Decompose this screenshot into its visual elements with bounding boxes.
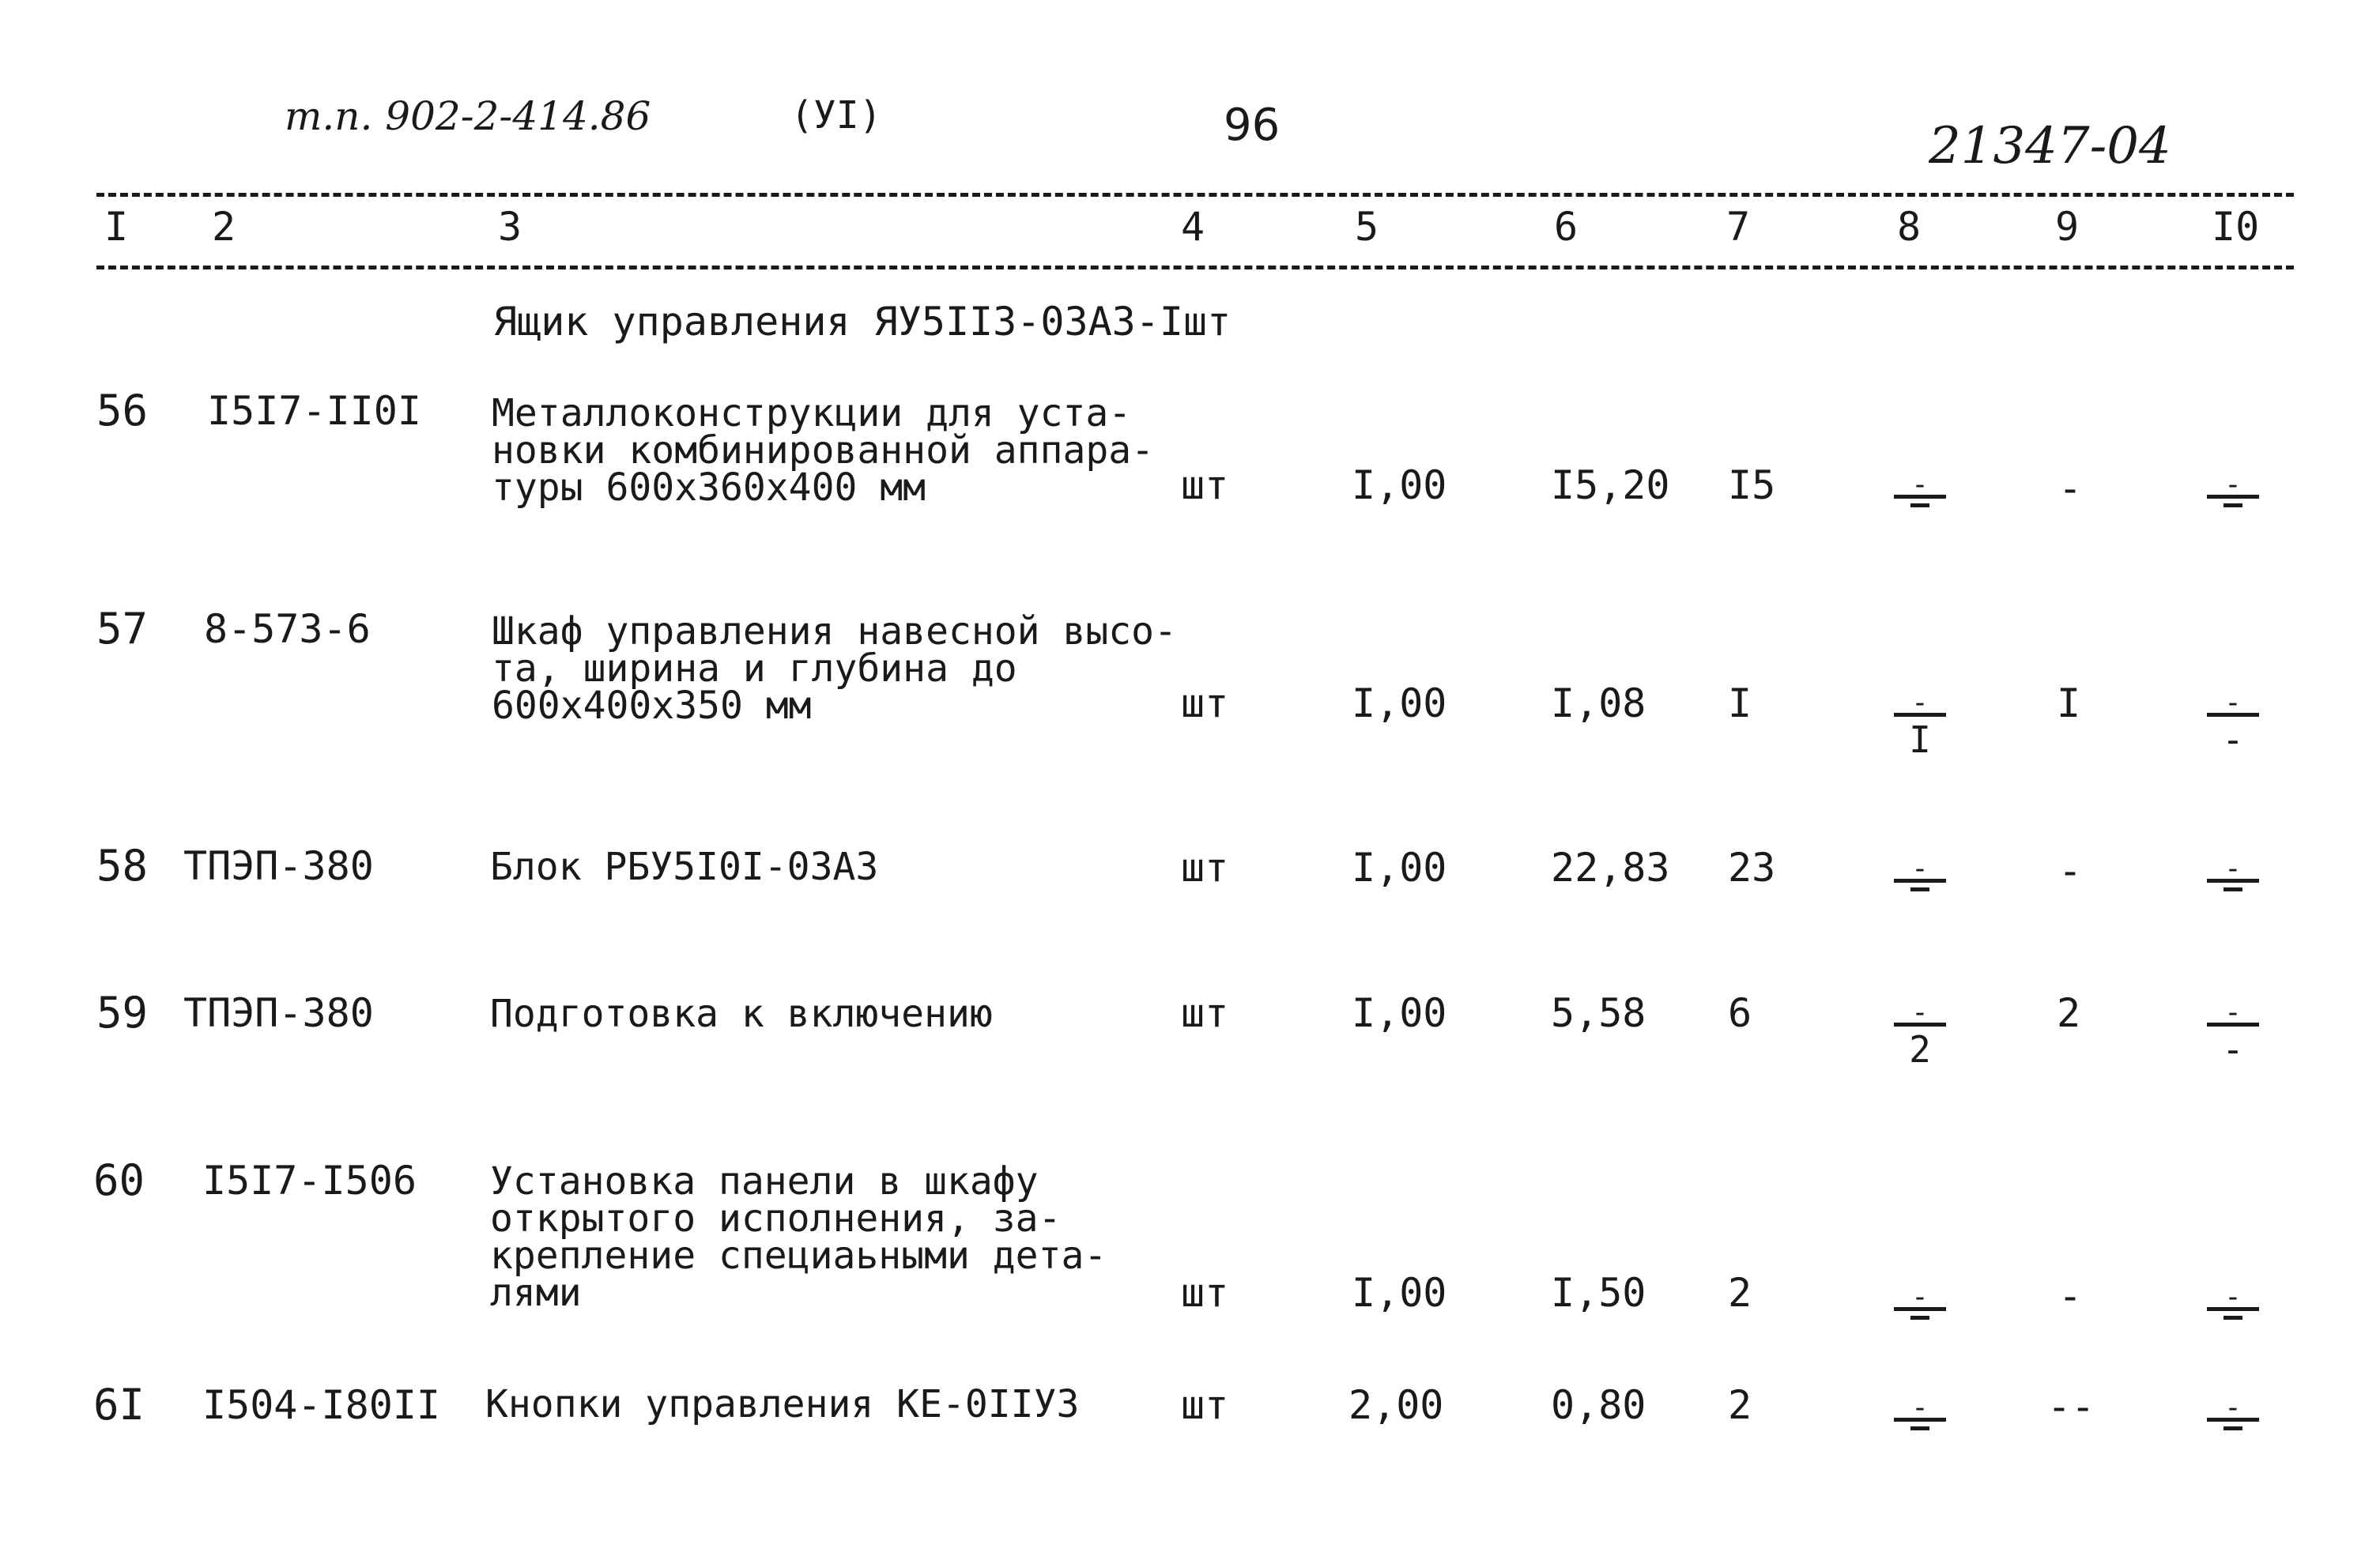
- col8-fraction: -: [1894, 865, 1946, 891]
- row-number: 59: [96, 988, 149, 1038]
- col-header-8: 8: [1897, 204, 1922, 250]
- col8-fraction: - 2: [1894, 1008, 1946, 1068]
- unit: шт: [1181, 845, 1229, 891]
- quantity: I,00: [1352, 990, 1447, 1036]
- col6-value: I,50: [1551, 1270, 1646, 1316]
- col7-value: 2: [1728, 1270, 1752, 1316]
- col10-fraction: -: [2207, 1293, 2259, 1320]
- group-title: Ящик управления ЯУ5II3-03А3-Iшт: [493, 299, 1231, 345]
- col7-value: 2: [1728, 1382, 1752, 1428]
- item-description: Шкаф управления навесной высо- та, ширина и глубина до 600х400х350 мм: [492, 609, 1177, 728]
- col10-fraction: - -: [2207, 1008, 2259, 1068]
- col9-value: --: [2047, 1384, 2095, 1430]
- col10-fraction: -: [2207, 865, 2259, 891]
- col6-value: 0,80: [1551, 1382, 1646, 1428]
- price-code: I5I7-I506: [202, 1158, 417, 1204]
- col9-value: 2: [2057, 990, 2081, 1036]
- item-description: Установка панели в шкафу открытого исполнения, за- крепление специаьными дета- лями: [490, 1159, 1107, 1315]
- col6-value: 5,58: [1551, 990, 1646, 1036]
- quantity: 2,00: [1348, 1382, 1444, 1428]
- col9-value: -: [2058, 465, 2083, 511]
- col6-value: I5,20: [1551, 462, 1670, 508]
- price-code: ТПЭП-380: [183, 843, 374, 889]
- row-number: 57: [96, 604, 149, 654]
- section-label: (УI): [790, 93, 882, 138]
- col10-fraction: - -: [2207, 699, 2259, 758]
- col8-fraction: - I: [1894, 699, 1946, 758]
- item-description: Кнопки управления КЕ-0IIУ3: [485, 1382, 1080, 1426]
- col7-value: I: [1728, 680, 1752, 726]
- quantity: I,00: [1352, 1270, 1447, 1316]
- col-header-1: I: [104, 204, 129, 250]
- doc-code: т.п. 902-2-414.86: [285, 93, 651, 139]
- col-header-4: 4: [1181, 204, 1205, 250]
- col-header-5: 5: [1355, 204, 1379, 250]
- col-header-3: 3: [498, 204, 522, 250]
- col7-value: 6: [1728, 990, 1752, 1036]
- price-code: ТПЭП-380: [183, 990, 374, 1036]
- col7-value: 23: [1728, 845, 1776, 891]
- item-description: Блок РБУ5I0I-03А3: [490, 845, 879, 889]
- price-code: 8-573-6: [204, 606, 371, 652]
- item-description: Металлоконструкции для уста- новки комбинированной аппара- туры 600х360х400 мм: [492, 391, 1155, 510]
- unit: шт: [1181, 680, 1229, 726]
- unit: шт: [1181, 462, 1229, 508]
- col6-value: I,08: [1551, 680, 1646, 726]
- page-number: 96: [1224, 100, 1281, 151]
- header-top-rule: [96, 193, 2294, 197]
- col10-fraction: -: [2207, 480, 2259, 507]
- row-number: 58: [96, 841, 149, 891]
- col9-value: -: [2058, 848, 2083, 894]
- col-header-7: 7: [1726, 204, 1751, 250]
- col8-fraction: -: [1894, 480, 1946, 507]
- registry-number: 21347-04: [1929, 117, 2171, 175]
- unit: шт: [1181, 1270, 1229, 1316]
- row-number: 60: [93, 1155, 145, 1205]
- unit: шт: [1181, 1382, 1229, 1428]
- price-code: I5I7-II0I: [207, 388, 421, 434]
- price-code: I504-I80II: [202, 1382, 441, 1428]
- row-number: 6I: [93, 1380, 145, 1430]
- col-header-2: 2: [212, 204, 236, 250]
- quantity: I,00: [1352, 462, 1447, 508]
- col8-fraction: -: [1894, 1293, 1946, 1320]
- col-header-9: 9: [2055, 204, 2080, 250]
- col6-value: 22,83: [1551, 845, 1670, 891]
- header-bottom-rule: [96, 266, 2294, 269]
- col9-value: I: [2057, 680, 2081, 726]
- col8-fraction: -: [1894, 1403, 1946, 1430]
- col-header-6: 6: [1554, 204, 1578, 250]
- item-description: Подготовка к включению: [490, 992, 993, 1036]
- row-number: 56: [96, 386, 149, 435]
- quantity: I,00: [1352, 845, 1447, 891]
- col9-value: -: [2058, 1273, 2083, 1319]
- quantity: I,00: [1352, 680, 1447, 726]
- col-header-10: I0: [2212, 204, 2260, 250]
- unit: шт: [1181, 990, 1229, 1036]
- col10-fraction: -: [2207, 1403, 2259, 1430]
- col7-value: I5: [1728, 462, 1776, 508]
